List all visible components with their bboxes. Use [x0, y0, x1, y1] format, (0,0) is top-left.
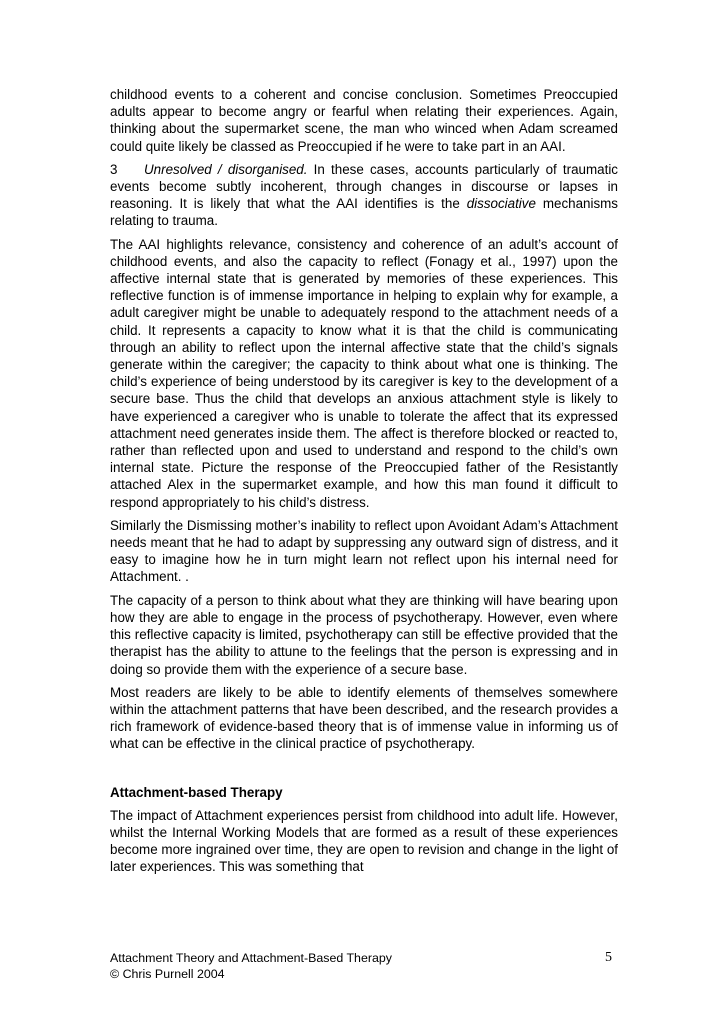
footer-row	[110, 950, 618, 966]
page-body	[110, 86, 618, 882]
paragraph-aai-reflective-function: The AAI highlights relevance, consistency and coherence of an adult’s account of childhood events, and also the capacity to reflect (Fonagy et al., 1997) upon the affective internal state that is generated by memories of these experiences. This reflective function is of immense importance in helping to explain why for example, a adult caregiver might be unable to adequately respond to the attachment needs of a child. It represents a capacity to know what it is that the child is communicating through an ability to reflect upon the internal affective state that the child’s signals generate within the caregiver; the capacity to think about what one is thinking. The child’s experience of being understood by its caregiver is key to the development of a secure base. Thus the child that develops an anxious attachment style is likely to have experienced a caregiver who is unable to tolerate the affect that its expressed attachment need generates inside them. The affect is therefore blocked or reacted to, rather than reflected upon and used to understand and respond to the child’s own internal state. Picture the response of the Preoccupied father of the Resistantly attached Alex in the supermarket example, and how this man found it difficult to respond appropriately to his child’s distress.	[110, 236, 618, 510]
footer-copyright: © Chris Purnell 2004	[110, 967, 225, 981]
list-item-text-b: mechanisms relating to trauma.	[110, 196, 618, 229]
page-number: 5	[605, 950, 612, 965]
footer-title: Attachment Theory and Attachment-Based Therapy	[110, 951, 392, 965]
paragraph-impact-of-attachment: The impact of Attachment experiences persist from childhood into adult life. However, whilst the Internal Working Models that are formed as a result of these experiences become more ingrained over time, they are open to revision and change in the light of later experiences. This was something that	[110, 807, 618, 875]
section-heading: Attachment-based Therapy	[110, 784, 283, 800]
list-item-unresolved	[110, 161, 618, 230]
paragraph-preoccupied-continuation: childhood events to a coherent and concise conclusion. Sometimes Preoccupied adults appear to become angry or fearful when relating their experiences. Again, thinking about the supermarket scene, the man who winced when Adam screamed could quite likely be classed as Preoccupied if he were to take part in an AAI.	[110, 87, 618, 154]
paragraph-readers-identify: Most readers are likely to be able to identify elements of themselves somewhere within the attachment patterns that have been described, and the research provides a rich framework of evidence-based theory that is of immense value in informing us of what can be effective in the clinical practice of psychotherapy.	[110, 684, 618, 752]
emphasis-dissociative: dissociative	[466, 196, 536, 212]
page-footer	[110, 950, 618, 982]
paragraph-dismissing-mother: Similarly the Dismissing mother’s inability to reflect upon Avoidant Adam’s Attachment needs meant that he had to adapt by suppressing any outward sign of distress, and it easy to imagine how he in turn might learn not reflect upon his internal need for Attachment. .	[110, 517, 618, 585]
list-item-number: 3	[110, 161, 118, 177]
paragraph-capacity-to-think: The capacity of a person to think about what they are thinking will have bearing upon how they are able to engage in the process of psychotherapy. However, even where this reflective capacity is limited, psychotherapy can still be effective provided that the therapist has the ability to attune to the feelings that the person is expressing and in doing so provide them with the experience of a secure base.	[110, 592, 618, 677]
list-item-title: Unresolved / disorganised.	[144, 161, 308, 177]
list-item-text-a: In these cases, accounts particularly of traumatic events become subtly incoherent, through changes in discourse or lapses in reasoning. It is likely that what the AAI identifies is the	[110, 161, 618, 212]
